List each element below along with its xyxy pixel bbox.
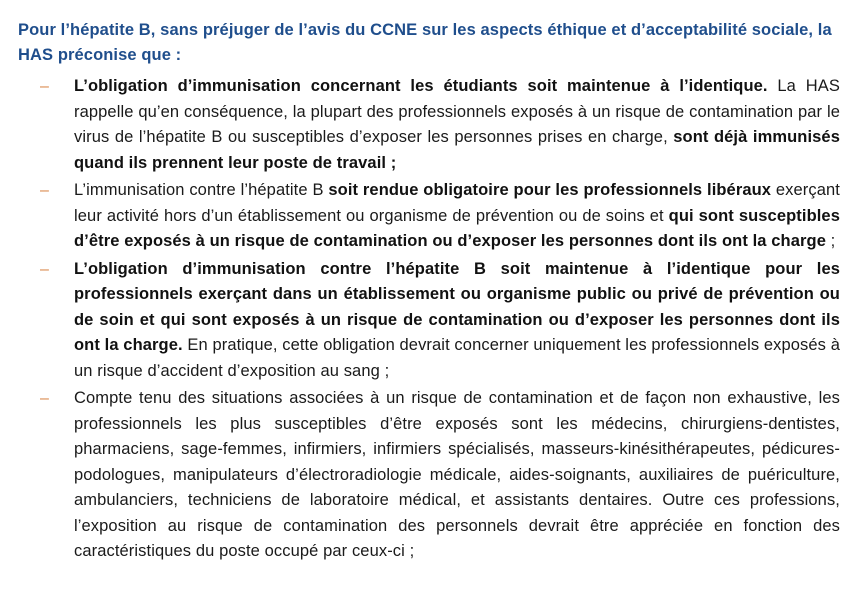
dash-bullet: – <box>40 390 49 407</box>
list-item-text <box>74 257 840 385</box>
recommendation-list <box>0 74 852 565</box>
dash-bullet: – <box>40 260 49 278</box>
list-item <box>0 74 852 176</box>
plain-text: En pratique, cette obligation devrait concerner uniquement les professionnels exposés à un risque d’accident d’exposition au sang ; <box>74 336 840 380</box>
plain-text: L’immunisation contre l’hépatite B <box>74 181 329 199</box>
bold-text: qui sont susceptibles d’être exposés à un risque de contamination ou d’exposer les personnes dont ils ont la charge <box>74 206 840 250</box>
plain-text: La HAS rappelle qu’en conséquence, la plupart des professionnels exposés à un risque de contamination par le virus de l’hépatite B ou susceptibles d’exposer les personnes prises en charge, <box>74 77 840 146</box>
list-item-text <box>74 74 840 176</box>
list-item-text <box>74 386 840 565</box>
list-item <box>0 178 852 255</box>
bold-text: L’obligation d’immunisation concernant les étudiants soit maintenue à l’identique. <box>74 77 768 95</box>
bold-text: L’obligation d’immunisation contre l’hépatite B soit maintenue à l’identique pour les professionnels exerçant dans un établissement ou organisme public ou privé de prévention ou de soin et qui sont exposés à un risque de contamination ou d’exposer les personnes dont ils ont la charge. <box>74 259 840 354</box>
bold-text: sont déjà immunisés quand ils prennent leur poste de travail ; <box>74 128 840 172</box>
dash-bullet: – <box>40 78 49 95</box>
plain-text: exerçant leur activité hors d’un établissement ou organisme de prévention ou de soins et <box>74 181 840 225</box>
dash-bullet: – <box>40 182 49 199</box>
plain-text: Compte tenu des situations associées à un risque de contamination et de façon non exhaustive, les professionnels les plus susceptibles d’être exposés sont les médecins, chirurgiens-dentistes, pharmaciens, sage-femmes, infirmiers, infirmiers spécialisés, masseurs-kinésithérapeutes, pédicures-podologues, manipulateurs d’électroradiologie médicale, aides-soignants, auxiliaires de puériculture, ambulanciers, techniciens de laboratoire médical, et assistants dentaires. Outre ces professions, l’exposition au risque de contamination des personnels devrait être appréciée en fonction des caractéristiques du poste occupé par ceux-ci ; <box>74 389 840 560</box>
bold-text: soit rendue obligatoire pour les professionnels libéraux <box>328 181 772 199</box>
list-item <box>0 386 852 565</box>
plain-text: ; <box>825 232 836 250</box>
intro-heading: Pour l’hépatite B, sans préjuger de l’avis du CCNE sur les aspects éthique et d’acceptabilité sociale, la HAS préconise que : <box>18 21 832 64</box>
list-item-text <box>74 178 840 255</box>
list-item <box>0 257 852 385</box>
